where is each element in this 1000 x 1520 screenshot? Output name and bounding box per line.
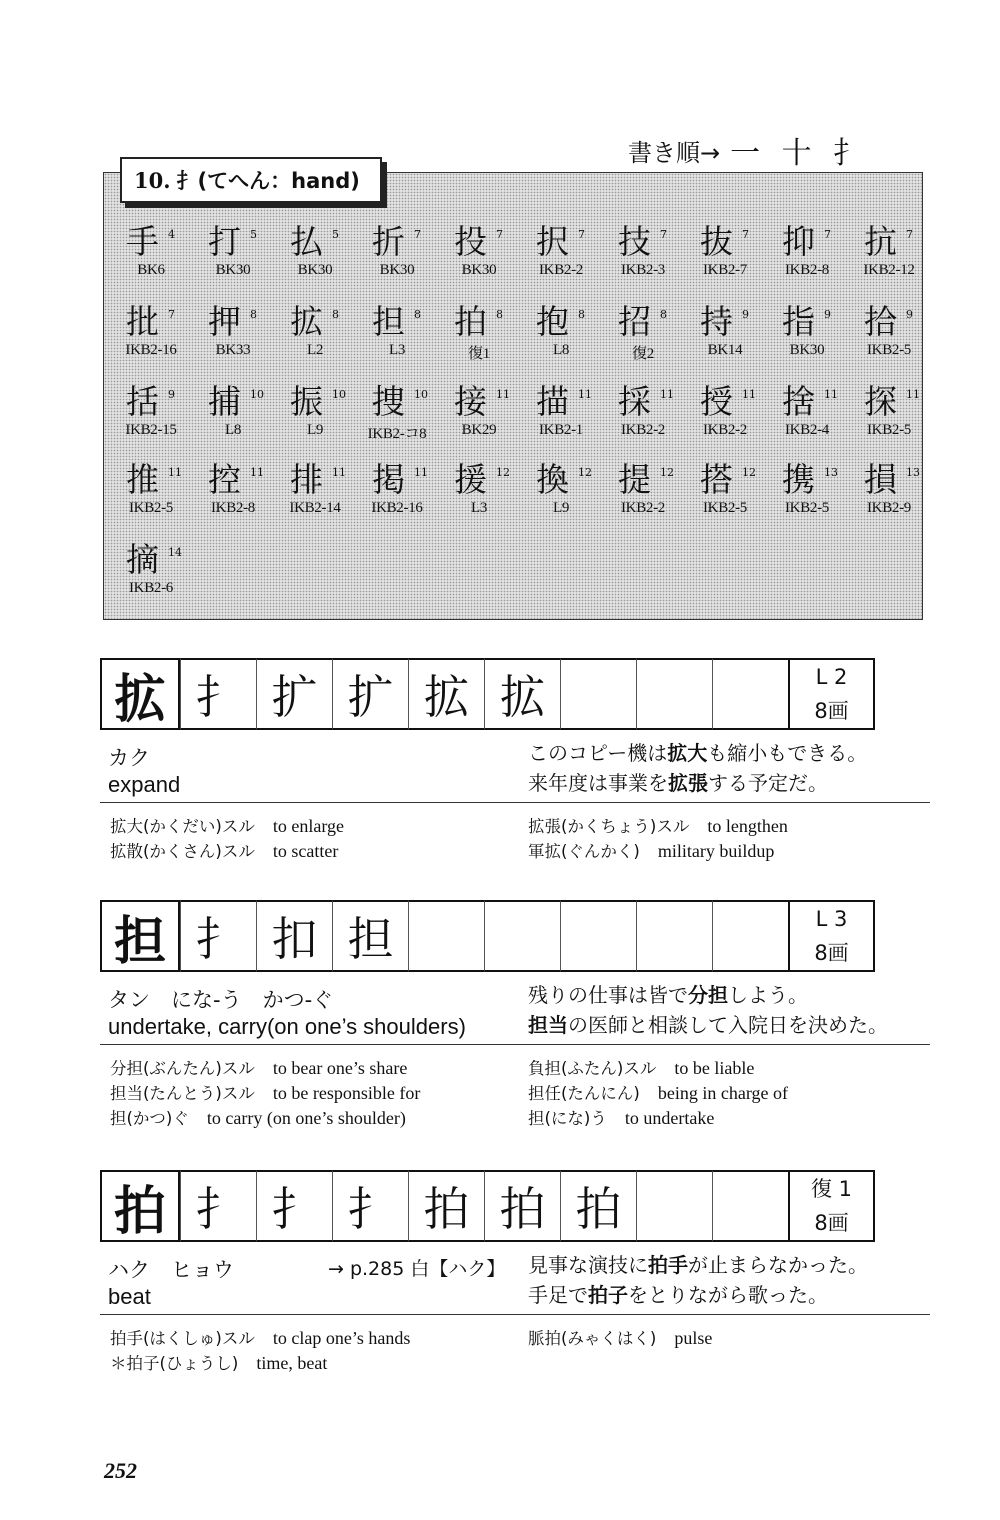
kanji-reference: IKB2-9 bbox=[866, 500, 912, 516]
stroke-total: 8画 bbox=[814, 941, 849, 965]
radical-title-box bbox=[120, 157, 382, 203]
kanji-cell bbox=[520, 222, 602, 294]
kanji-char: 技 bbox=[618, 222, 651, 261]
kanji-reference: IKB2-12 bbox=[863, 262, 915, 278]
example-sentence bbox=[528, 1250, 868, 1280]
stroke-count: 13 bbox=[824, 466, 838, 479]
stroke-count: 13 bbox=[906, 466, 920, 479]
kanji-cell bbox=[520, 382, 602, 454]
entry-divider bbox=[100, 1044, 930, 1045]
example-text: する予定だ。 bbox=[708, 771, 828, 795]
stroke-count: 11 bbox=[660, 388, 674, 401]
stroke-total: 8画 bbox=[814, 699, 849, 723]
stroke-count: 7 bbox=[496, 228, 503, 241]
kanji-reference: IKB2-2 bbox=[538, 262, 584, 278]
kanji-char: 描 bbox=[536, 382, 569, 421]
empty-practice-box bbox=[560, 900, 636, 972]
kanji-cell bbox=[602, 302, 684, 374]
kanji-char: 摘 bbox=[126, 540, 159, 579]
vocab-list bbox=[110, 814, 344, 864]
kanji-char: 掲 bbox=[372, 460, 405, 499]
kanji-char: 括 bbox=[126, 382, 159, 421]
kanji-reference: IKB2-5 bbox=[128, 500, 174, 516]
lesson-code: L 2 bbox=[815, 665, 848, 689]
kanji-reference: IKB2-7 bbox=[702, 262, 748, 278]
kanji-reference: IKB2-8 bbox=[784, 262, 830, 278]
example-sentence bbox=[528, 980, 888, 1010]
vocab-item bbox=[110, 1326, 410, 1351]
kanji-char: 拾 bbox=[864, 302, 897, 341]
stroke-step: 扣 bbox=[256, 900, 332, 972]
kanji-cell bbox=[438, 302, 520, 374]
vocab-word: 軍拡(ぐんかく) bbox=[528, 842, 640, 861]
kanji-cell bbox=[274, 222, 356, 294]
page-number: 252 bbox=[104, 1458, 137, 1483]
entry-meaning: expand bbox=[108, 772, 181, 797]
stroke-count: 11 bbox=[332, 466, 346, 479]
kanji-cell bbox=[684, 302, 766, 374]
vocab-gloss: to be responsible for bbox=[272, 1083, 421, 1103]
kanji-char: 搭 bbox=[700, 460, 733, 499]
stroke-count: 11 bbox=[496, 388, 510, 401]
lesson-info bbox=[788, 658, 875, 730]
stroke-count: 8 bbox=[496, 308, 503, 321]
kanji-reference: IKB2-14 bbox=[289, 500, 341, 516]
kanji-char: 援 bbox=[454, 460, 487, 499]
stroke-step: 扌 bbox=[332, 1170, 408, 1242]
vocab-gloss: military buildup bbox=[657, 841, 775, 861]
stroke-count: 9 bbox=[824, 308, 831, 321]
reading-text: カク bbox=[108, 746, 150, 770]
kanji-char: 担 bbox=[372, 302, 405, 341]
kanji-cell bbox=[438, 382, 520, 454]
kanji-cell bbox=[766, 222, 848, 294]
stroke-count: 9 bbox=[742, 308, 749, 321]
vocab-word: 拡張(かくちょう)スル bbox=[528, 817, 690, 836]
kanji-cell bbox=[520, 302, 602, 374]
stroke-count: 11 bbox=[742, 388, 756, 401]
stroke-count: 7 bbox=[742, 228, 749, 241]
vocab-item bbox=[110, 839, 344, 864]
kanji-reference: BK30 bbox=[461, 262, 497, 278]
example-highlight: 分担 bbox=[688, 983, 728, 1007]
empty-practice-box bbox=[636, 900, 712, 972]
stroke-step: 扌 bbox=[256, 1170, 332, 1242]
example-sentences bbox=[528, 1250, 868, 1310]
kanji-char: 抗 bbox=[864, 222, 897, 261]
vocab-gloss: to clap one’s hands bbox=[272, 1328, 411, 1348]
radical-title-text: 扌(てへん：hand) bbox=[176, 169, 360, 193]
stroke-count: 7 bbox=[414, 228, 421, 241]
empty-practice-box bbox=[408, 900, 484, 972]
kanji-reference: L3 bbox=[470, 500, 488, 516]
kanji-reference: L8 bbox=[224, 422, 242, 438]
kanji-reference: IKB2-15 bbox=[125, 422, 177, 438]
vocab-word: 拡大(かくだい)スル bbox=[110, 817, 255, 836]
kanji-char: 提 bbox=[618, 460, 651, 499]
stroke-count: 11 bbox=[250, 466, 264, 479]
stroke-count: 11 bbox=[824, 388, 838, 401]
stroke-count: 5 bbox=[250, 228, 257, 241]
lesson-info bbox=[788, 900, 875, 972]
example-sentence bbox=[528, 1280, 868, 1310]
kanji-reference: BK30 bbox=[215, 262, 251, 278]
kanji-cell bbox=[848, 382, 930, 454]
stroke-count: 12 bbox=[496, 466, 510, 479]
entry-divider bbox=[100, 1314, 930, 1315]
stroke-count: 10 bbox=[332, 388, 346, 401]
kanji-entry bbox=[100, 658, 940, 878]
vocab-word: 拍手(はくしゅ)スル bbox=[110, 1329, 255, 1348]
vocab-item bbox=[528, 814, 788, 839]
vocab-word: 脈拍(みゃくはく) bbox=[528, 1329, 657, 1348]
vocab-item bbox=[528, 839, 788, 864]
vocab-gloss: to scatter bbox=[272, 841, 339, 861]
kanji-cell bbox=[192, 302, 274, 374]
kanji-cell bbox=[848, 302, 930, 374]
radical-title-number: 10. bbox=[134, 167, 171, 193]
vocab-gloss: to enlarge bbox=[272, 816, 345, 836]
kanji-cell bbox=[602, 460, 684, 532]
kanji-entry bbox=[100, 1170, 940, 1390]
kanji-char: 投 bbox=[454, 222, 487, 261]
kanji-char: 振 bbox=[290, 382, 323, 421]
stroke-step: 扩 bbox=[256, 658, 332, 730]
stroke-order-row bbox=[100, 900, 875, 972]
kanji-char: 授 bbox=[700, 382, 733, 421]
example-sentences bbox=[528, 738, 867, 798]
empty-practice-box bbox=[712, 900, 788, 972]
kanji-reference: BK30 bbox=[789, 342, 825, 358]
stroke-order-label: 書き順→ bbox=[628, 138, 721, 167]
example-sentence bbox=[528, 1010, 888, 1040]
vocab-item bbox=[110, 1056, 420, 1081]
example-text: をとりながら歌った。 bbox=[628, 1283, 828, 1307]
lesson-code: 復 1 bbox=[810, 1177, 853, 1201]
kanji-cell bbox=[438, 222, 520, 294]
kanji-char: 手 bbox=[126, 222, 159, 261]
vocab-word: 負担(ふたん)スル bbox=[528, 1059, 657, 1078]
kanji-reference: IKB2-8 bbox=[210, 500, 256, 516]
kanji-char: 拍 bbox=[454, 302, 487, 341]
kanji-reference: BK33 bbox=[215, 342, 251, 358]
kanji-cell bbox=[438, 460, 520, 532]
kanji-reference: BK6 bbox=[137, 262, 165, 278]
kanji-reference: IKB2-4 bbox=[784, 422, 830, 438]
stroke-count: 9 bbox=[168, 388, 175, 401]
kanji-cell bbox=[766, 460, 848, 532]
stroke-step: 拡 bbox=[484, 658, 560, 730]
kanji-reference: L2 bbox=[306, 342, 324, 358]
kanji-char: 折 bbox=[372, 222, 405, 261]
stroke-step: 扌 bbox=[180, 658, 256, 730]
entry-meaning: beat bbox=[108, 1284, 151, 1309]
kanji-char: 招 bbox=[618, 302, 651, 341]
example-highlight: 拍手 bbox=[648, 1253, 688, 1277]
kanji-reference: IKB2-2 bbox=[620, 422, 666, 438]
example-sentence bbox=[528, 738, 867, 768]
kanji-char: 携 bbox=[782, 460, 815, 499]
stroke-step: 担 bbox=[332, 900, 408, 972]
vocab-item bbox=[528, 1056, 788, 1081]
kanji-cell bbox=[602, 222, 684, 294]
entry-kanji: 拍 bbox=[100, 1170, 180, 1242]
kanji-reference: BK29 bbox=[461, 422, 497, 438]
vocab-list bbox=[110, 1326, 410, 1376]
vocab-word: 分担(ぶんたん)スル bbox=[110, 1059, 255, 1078]
kanji-char: 指 bbox=[782, 302, 815, 341]
stroke-count: 12 bbox=[578, 466, 592, 479]
empty-practice-box bbox=[484, 900, 560, 972]
stroke-count: 7 bbox=[660, 228, 667, 241]
kanji-char: 捨 bbox=[782, 382, 815, 421]
entry-reading bbox=[108, 742, 150, 772]
empty-practice-box bbox=[560, 658, 636, 730]
vocab-word: 拡散(かくさん)スル bbox=[110, 842, 255, 861]
stroke-count: 7 bbox=[168, 308, 175, 321]
stroke-step: 扌 bbox=[180, 900, 256, 972]
example-highlight: 拍子 bbox=[588, 1283, 628, 1307]
example-highlight: 拡張 bbox=[668, 771, 708, 795]
empty-practice-box bbox=[636, 1170, 712, 1242]
entry-reading bbox=[108, 1254, 506, 1284]
example-highlight: 担当 bbox=[528, 1013, 568, 1037]
stroke-count: 12 bbox=[660, 466, 674, 479]
kanji-cell bbox=[356, 222, 438, 294]
vocab-gloss: to undertake bbox=[624, 1108, 715, 1128]
kanji-char: 採 bbox=[618, 382, 651, 421]
lesson-info bbox=[788, 1170, 875, 1242]
vocab-word: 担(にな)う bbox=[528, 1109, 607, 1128]
example-text: しよう。 bbox=[728, 983, 808, 1007]
kanji-char: 損 bbox=[864, 460, 897, 499]
kanji-reference: IKB2-16 bbox=[125, 342, 177, 358]
kanji-reference: IKB2-2 bbox=[702, 422, 748, 438]
example-text: 手足で bbox=[528, 1283, 588, 1307]
kanji-char: 換 bbox=[536, 460, 569, 499]
vocab-list bbox=[528, 1326, 712, 1351]
stroke-count: 14 bbox=[168, 546, 182, 559]
vocab-list bbox=[528, 1056, 788, 1131]
kanji-reference: IKB2-1 bbox=[538, 422, 584, 438]
kanji-cell bbox=[274, 382, 356, 454]
kanji-reference: BK30 bbox=[297, 262, 333, 278]
kanji-reference: L9 bbox=[552, 500, 570, 516]
kanji-reference: IKB2-コ8 bbox=[367, 426, 427, 442]
kanji-reference: 復1 bbox=[468, 346, 490, 362]
entry-reading bbox=[108, 984, 333, 1014]
kanji-cell bbox=[684, 222, 766, 294]
stroke-order-row bbox=[100, 658, 875, 730]
stroke-count: 8 bbox=[332, 308, 339, 321]
vocab-gloss: to be liable bbox=[674, 1058, 755, 1078]
kanji-reference: IKB2-6 bbox=[128, 580, 174, 596]
entry-kanji: 担 bbox=[100, 900, 180, 972]
stroke-count: 11 bbox=[168, 466, 182, 479]
kanji-cell bbox=[684, 460, 766, 532]
vocab-gloss: being in charge of bbox=[657, 1083, 788, 1103]
kanji-reference: IKB2-5 bbox=[866, 342, 912, 358]
kanji-cell bbox=[848, 222, 930, 294]
kanji-char: 抜 bbox=[700, 222, 733, 261]
stroke-count: 5 bbox=[332, 228, 339, 241]
kanji-char: 抑 bbox=[782, 222, 815, 261]
kanji-char: 推 bbox=[126, 460, 159, 499]
kanji-reference: L9 bbox=[306, 422, 324, 438]
vocab-item bbox=[110, 1106, 420, 1131]
vocab-item bbox=[110, 1081, 420, 1106]
entry-divider bbox=[100, 802, 930, 803]
stroke-count: 8 bbox=[414, 308, 421, 321]
kanji-reference: IKB2-16 bbox=[371, 500, 423, 516]
vocab-word: 担(かつ)ぐ bbox=[110, 1109, 189, 1128]
kanji-char: 打 bbox=[208, 222, 241, 261]
stroke-total: 8画 bbox=[814, 1211, 849, 1235]
stroke-count: 9 bbox=[906, 308, 913, 321]
stroke-count: 11 bbox=[414, 466, 428, 479]
kanji-cell bbox=[192, 460, 274, 532]
reading-text: ハク ヒョウ bbox=[108, 1258, 234, 1282]
kanji-cell bbox=[110, 540, 192, 612]
kanji-char: 持 bbox=[700, 302, 733, 341]
kanji-reference: L3 bbox=[388, 342, 406, 358]
stroke-count: 8 bbox=[578, 308, 585, 321]
stroke-count: 8 bbox=[250, 308, 257, 321]
vocab-list bbox=[110, 1056, 420, 1131]
stroke-count: 8 bbox=[660, 308, 667, 321]
stroke-count: 11 bbox=[906, 388, 920, 401]
stroke-step: 拡 bbox=[408, 658, 484, 730]
kanji-char: 択 bbox=[536, 222, 569, 261]
kanji-char: 拡 bbox=[290, 302, 323, 341]
stroke-step: 扩 bbox=[332, 658, 408, 730]
kanji-char: 批 bbox=[126, 302, 159, 341]
example-sentence bbox=[528, 768, 867, 798]
entry-kanji: 拡 bbox=[100, 658, 180, 730]
kanji-cell bbox=[110, 382, 192, 454]
kanji-cell bbox=[274, 302, 356, 374]
lesson-code: L 3 bbox=[815, 907, 848, 931]
kanji-cell bbox=[684, 382, 766, 454]
vocab-list bbox=[528, 814, 788, 864]
stroke-step: 拍 bbox=[408, 1170, 484, 1242]
kanji-cell bbox=[848, 460, 930, 532]
vocab-gloss: pulse bbox=[674, 1328, 713, 1348]
example-sentences bbox=[528, 980, 888, 1040]
vocab-gloss: to lengthen bbox=[707, 816, 788, 836]
vocab-gloss: time, beat bbox=[256, 1353, 328, 1373]
example-highlight: 拡大 bbox=[667, 741, 708, 765]
kanji-cell bbox=[274, 460, 356, 532]
kanji-cell bbox=[520, 460, 602, 532]
vocab-item bbox=[528, 1326, 712, 1351]
kanji-reference: IKB2-5 bbox=[866, 422, 912, 438]
cross-reference: → p.285 白【ハク】 bbox=[328, 1258, 506, 1280]
vocab-gloss: to bear one’s share bbox=[272, 1058, 408, 1078]
stroke-count: 7 bbox=[578, 228, 585, 241]
kanji-reference: IKB2-3 bbox=[620, 262, 666, 278]
kanji-reference: IKB2-5 bbox=[702, 500, 748, 516]
stroke-count: 12 bbox=[742, 466, 756, 479]
empty-practice-box bbox=[712, 658, 788, 730]
kanji-entry bbox=[100, 900, 940, 1128]
stroke-count: 7 bbox=[824, 228, 831, 241]
stroke-order-row bbox=[100, 1170, 875, 1242]
empty-practice-box bbox=[636, 658, 712, 730]
example-text: の医師と相談して入院日を決めた。 bbox=[568, 1013, 888, 1037]
example-text: 見事な演技に bbox=[528, 1253, 648, 1277]
vocab-word: ＊拍子(ひょうし) bbox=[110, 1354, 239, 1373]
kanji-cell bbox=[110, 460, 192, 532]
kanji-char: 捜 bbox=[372, 382, 405, 421]
kanji-reference: 復2 bbox=[632, 346, 654, 362]
kanji-reference: BK30 bbox=[379, 262, 415, 278]
kanji-cell bbox=[602, 382, 684, 454]
kanji-reference: L8 bbox=[552, 342, 570, 358]
kanji-cell bbox=[356, 460, 438, 532]
kanji-char: 押 bbox=[208, 302, 241, 341]
kanji-char: 抱 bbox=[536, 302, 569, 341]
kanji-cell bbox=[192, 382, 274, 454]
kanji-reference: IKB2-5 bbox=[784, 500, 830, 516]
kanji-char: 払 bbox=[290, 222, 323, 261]
example-text: 残りの仕事は皆で bbox=[528, 983, 688, 1007]
vocab-item bbox=[110, 1351, 410, 1376]
kanji-reference: BK14 bbox=[707, 342, 743, 358]
stroke-step: 拍 bbox=[560, 1170, 636, 1242]
stroke-count: 4 bbox=[168, 228, 175, 241]
kanji-char: 捕 bbox=[208, 382, 241, 421]
stroke-step: 拍 bbox=[484, 1170, 560, 1242]
kanji-cell bbox=[356, 302, 438, 374]
kanji-char: 探 bbox=[864, 382, 897, 421]
example-text: が止まらなかった。 bbox=[688, 1253, 868, 1277]
kanji-char: 排 bbox=[290, 460, 323, 499]
vocab-item bbox=[528, 1081, 788, 1106]
stroke-count: 11 bbox=[578, 388, 592, 401]
kanji-cell bbox=[110, 302, 192, 374]
example-text: 来年度は事業を bbox=[528, 771, 668, 795]
vocab-word: 担当(たんとう)スル bbox=[110, 1084, 255, 1103]
vocab-item bbox=[528, 1106, 788, 1131]
kanji-reference: IKB2-2 bbox=[620, 500, 666, 516]
stroke-step: 扌 bbox=[180, 1170, 256, 1242]
entry-meaning: undertake, carry(on one’s shoulders) bbox=[108, 1014, 466, 1039]
kanji-cell bbox=[192, 222, 274, 294]
kanji-cell bbox=[110, 222, 192, 294]
vocab-word: 担任(たんにん) bbox=[528, 1084, 640, 1103]
kanji-cell bbox=[356, 382, 438, 454]
reading-text: タン にな-う かつ-ぐ bbox=[108, 988, 334, 1012]
stroke-order-strokes: 一 十 扌 bbox=[730, 136, 870, 171]
example-text: も縮小もできる。 bbox=[707, 741, 868, 765]
stroke-count: 10 bbox=[250, 388, 264, 401]
stroke-count: 10 bbox=[414, 388, 428, 401]
example-text: このコピー機は bbox=[528, 741, 668, 765]
stroke-order-header bbox=[628, 128, 869, 172]
kanji-cell bbox=[766, 382, 848, 454]
vocab-gloss: to carry (on one’s shoulder) bbox=[206, 1108, 406, 1128]
kanji-cell bbox=[766, 302, 848, 374]
vocab-item bbox=[110, 814, 344, 839]
kanji-char: 接 bbox=[454, 382, 487, 421]
stroke-count: 7 bbox=[906, 228, 913, 241]
kanji-char: 控 bbox=[208, 460, 241, 499]
empty-practice-box bbox=[712, 1170, 788, 1242]
